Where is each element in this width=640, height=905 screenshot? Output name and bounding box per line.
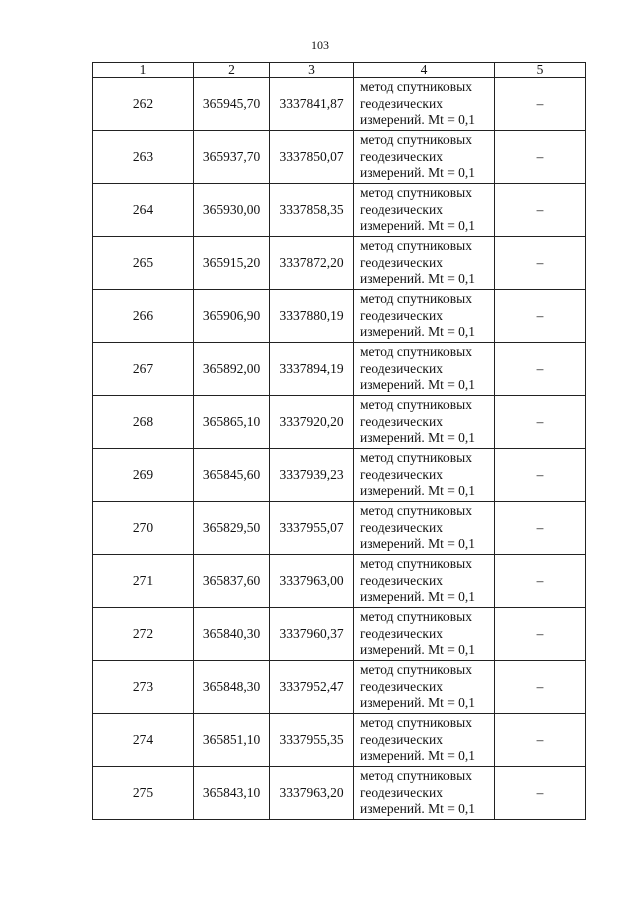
x-coordinate-cell: 365840,30	[194, 608, 270, 661]
method-cell	[354, 608, 495, 661]
column-header-5: 5	[495, 63, 586, 78]
table-row	[93, 714, 586, 767]
note-cell: –	[495, 608, 586, 661]
method-cell	[354, 714, 495, 767]
table-row	[93, 184, 586, 237]
method-line: геодезических	[360, 519, 443, 535]
point-number-cell: 275	[93, 767, 194, 820]
method-cell	[354, 237, 495, 290]
note-cell: –	[495, 714, 586, 767]
x-coordinate-cell: 365851,10	[194, 714, 270, 767]
x-coordinate-cell: 365845,60	[194, 449, 270, 502]
note-cell: –	[495, 131, 586, 184]
x-coordinate-cell: 365930,00	[194, 184, 270, 237]
y-coordinate-cell: 3337850,07	[270, 131, 354, 184]
x-coordinate-cell: 365848,30	[194, 661, 270, 714]
x-coordinate-cell: 365837,60	[194, 555, 270, 608]
note-cell: –	[495, 184, 586, 237]
column-header-4: 4	[354, 63, 495, 78]
table-header-row	[93, 63, 586, 78]
x-coordinate-cell: 365937,70	[194, 131, 270, 184]
method-line: метод спутниковых	[360, 132, 472, 148]
x-coordinate-cell: 365906,90	[194, 290, 270, 343]
table-body	[93, 78, 586, 820]
note-cell: –	[495, 767, 586, 820]
table-row	[93, 661, 586, 714]
method-line: геодезических	[360, 307, 443, 323]
point-number-cell: 273	[93, 661, 194, 714]
column-header-2: 2	[194, 63, 270, 78]
note-cell: –	[495, 661, 586, 714]
method-line: геодезических	[360, 413, 443, 429]
x-coordinate-cell: 365945,70	[194, 78, 270, 131]
method-cell	[354, 661, 495, 714]
point-number-cell: 263	[93, 131, 194, 184]
method-cell	[354, 396, 495, 449]
table-row	[93, 555, 586, 608]
method-line: метод спутниковых	[360, 609, 472, 625]
y-coordinate-cell: 3337894,19	[270, 343, 354, 396]
point-number-cell: 272	[93, 608, 194, 661]
y-coordinate-cell: 3337841,87	[270, 78, 354, 131]
method-cell	[354, 131, 495, 184]
y-coordinate-cell: 3337960,37	[270, 608, 354, 661]
table-row	[93, 608, 586, 661]
method-line: измерений. Mt = 0,1	[360, 642, 476, 658]
table-row	[93, 767, 586, 820]
method-line: метод спутниковых	[360, 715, 472, 731]
note-cell: –	[495, 78, 586, 131]
point-number-cell: 266	[93, 290, 194, 343]
y-coordinate-cell: 3337963,20	[270, 767, 354, 820]
table-row	[93, 396, 586, 449]
method-line: геодезических	[360, 201, 443, 217]
method-line: геодезических	[360, 572, 443, 588]
method-line: геодезических	[360, 731, 443, 747]
method-cell	[354, 343, 495, 396]
point-number-cell: 265	[93, 237, 194, 290]
y-coordinate-cell: 3337872,20	[270, 237, 354, 290]
method-line: метод спутниковых	[360, 79, 472, 95]
point-number-cell: 264	[93, 184, 194, 237]
point-number-cell: 268	[93, 396, 194, 449]
point-number-cell: 269	[93, 449, 194, 502]
y-coordinate-cell: 3337963,00	[270, 555, 354, 608]
method-line: геодезических	[360, 678, 443, 694]
method-line: измерений. Mt = 0,1	[360, 801, 476, 817]
method-line: измерений. Mt = 0,1	[360, 695, 476, 711]
method-line: геодезических	[360, 466, 443, 482]
table-row	[93, 131, 586, 184]
y-coordinate-cell: 3337939,23	[270, 449, 354, 502]
point-number-cell: 262	[93, 78, 194, 131]
method-line: метод спутниковых	[360, 185, 472, 201]
note-cell: –	[495, 502, 586, 555]
table-row	[93, 237, 586, 290]
method-line: метод спутниковых	[360, 344, 472, 360]
point-number-cell: 271	[93, 555, 194, 608]
y-coordinate-cell: 3337858,35	[270, 184, 354, 237]
method-cell	[354, 767, 495, 820]
x-coordinate-cell: 365843,10	[194, 767, 270, 820]
table-row	[93, 343, 586, 396]
method-line: измерений. Mt = 0,1	[360, 218, 476, 234]
method-line: измерений. Mt = 0,1	[360, 165, 476, 181]
method-cell	[354, 449, 495, 502]
method-line: измерений. Mt = 0,1	[360, 271, 476, 287]
method-cell	[354, 555, 495, 608]
table-row	[93, 78, 586, 131]
method-line: измерений. Mt = 0,1	[360, 324, 476, 340]
method-line: геодезических	[360, 148, 443, 164]
method-cell	[354, 502, 495, 555]
method-line: измерений. Mt = 0,1	[360, 483, 476, 499]
y-coordinate-cell: 3337880,19	[270, 290, 354, 343]
table-row	[93, 290, 586, 343]
method-line: метод спутниковых	[360, 238, 472, 254]
method-cell	[354, 290, 495, 343]
note-cell: –	[495, 449, 586, 502]
method-line: метод спутниковых	[360, 768, 472, 784]
y-coordinate-cell: 3337920,20	[270, 396, 354, 449]
note-cell: –	[495, 555, 586, 608]
note-cell: –	[495, 290, 586, 343]
method-line: метод спутниковых	[360, 503, 472, 519]
method-line: геодезических	[360, 254, 443, 270]
x-coordinate-cell: 365829,50	[194, 502, 270, 555]
point-number-cell: 267	[93, 343, 194, 396]
method-line: геодезических	[360, 95, 443, 111]
method-line: геодезических	[360, 784, 443, 800]
note-cell: –	[495, 396, 586, 449]
note-cell: –	[495, 343, 586, 396]
method-line: метод спутниковых	[360, 450, 472, 466]
y-coordinate-cell: 3337955,35	[270, 714, 354, 767]
coordinates-table	[92, 62, 586, 820]
method-line: метод спутниковых	[360, 556, 472, 572]
method-line: метод спутниковых	[360, 397, 472, 413]
method-line: измерений. Mt = 0,1	[360, 430, 476, 446]
column-header-1: 1	[93, 63, 194, 78]
column-header-3: 3	[270, 63, 354, 78]
method-cell	[354, 78, 495, 131]
table-row	[93, 502, 586, 555]
point-number-cell: 270	[93, 502, 194, 555]
x-coordinate-cell: 365915,20	[194, 237, 270, 290]
method-line: измерений. Mt = 0,1	[360, 112, 476, 128]
table-row	[93, 449, 586, 502]
method-line: измерений. Mt = 0,1	[360, 536, 476, 552]
x-coordinate-cell: 365865,10	[194, 396, 270, 449]
note-cell: –	[495, 237, 586, 290]
page-number: 103	[311, 38, 329, 52]
method-line: геодезических	[360, 360, 443, 376]
method-line: метод спутниковых	[360, 291, 472, 307]
y-coordinate-cell: 3337952,47	[270, 661, 354, 714]
point-number-cell: 274	[93, 714, 194, 767]
x-coordinate-cell: 365892,00	[194, 343, 270, 396]
method-cell	[354, 184, 495, 237]
y-coordinate-cell: 3337955,07	[270, 502, 354, 555]
method-line: геодезических	[360, 625, 443, 641]
method-line: измерений. Mt = 0,1	[360, 589, 476, 605]
method-line: измерений. Mt = 0,1	[360, 748, 476, 764]
method-line: метод спутниковых	[360, 662, 472, 678]
method-line: измерений. Mt = 0,1	[360, 377, 476, 393]
